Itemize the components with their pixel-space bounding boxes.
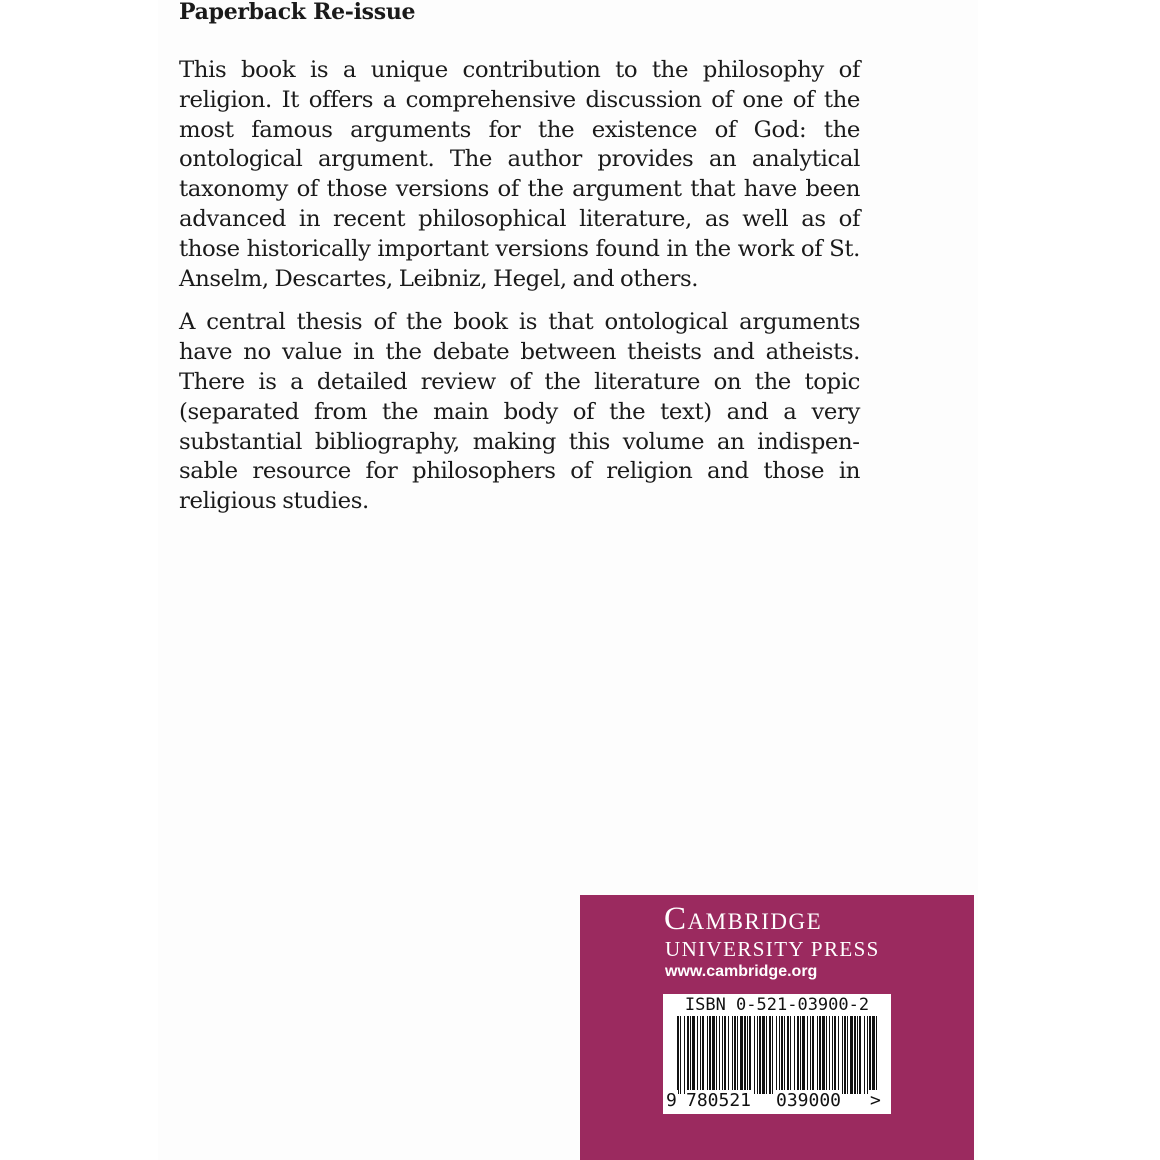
barcode-bar: [754, 1016, 755, 1094]
barcode-marker: >: [870, 1090, 881, 1111]
barcode-bar: [737, 1016, 738, 1094]
barcode-bar: [687, 1016, 689, 1094]
barcode-bar: [854, 1016, 856, 1094]
barcode-bar: [864, 1016, 865, 1094]
barcode-bar: [747, 1016, 748, 1094]
barcode-bar: [697, 1016, 698, 1094]
barcode-bar: [779, 1016, 780, 1094]
barcode-bar: [817, 1016, 818, 1094]
publisher-url: www.cambridge.org: [665, 963, 818, 980]
barcode-bar: [867, 1016, 868, 1094]
barcode-bar: [794, 1016, 795, 1094]
blurb-paragraph-1: This book is a unique contribution to the philosophy of religion. It offers a comprehensive discussion of one of the most famous arguments for the existence of God: the ontological argument. The author provides an analytical taxonomy of those versions of the argument that have been advanced in recent philosophical literature, as well as of those historically important versions found in the work of St. Anselm, Descartes, Leibniz, Hegel, and others.: [179, 57, 860, 292]
barcode-bar: [724, 1016, 726, 1094]
barcode-bar: [692, 1016, 695, 1094]
publisher-name: Cambridge: [664, 901, 823, 937]
barcode-bar: [822, 1016, 825, 1094]
barcode-bars: [663, 1016, 891, 1094]
barcode-bar: [781, 1016, 783, 1094]
publisher-subtitle: UNIVERSITY PRESS: [665, 937, 880, 961]
barcode-bar: [677, 1016, 679, 1094]
barcode-bar: [844, 1016, 846, 1094]
barcode-bar: [832, 1016, 833, 1094]
barcode-bar: [784, 1016, 785, 1094]
barcode-lead-digit: 9: [666, 1090, 677, 1111]
barcode-bar: [712, 1016, 715, 1094]
barcode-bar: [807, 1016, 808, 1094]
barcode-bar: [728, 1016, 729, 1094]
barcode-bar: [769, 1016, 771, 1094]
barcode-bar: [749, 1016, 751, 1094]
barcode-digit-group-2: 039000: [776, 1090, 842, 1111]
barcode-bar: [722, 1016, 723, 1094]
barcode-bar: [834, 1016, 836, 1094]
barcode-bar: [876, 1016, 877, 1094]
barcode-bar: [757, 1016, 758, 1094]
barcode-bar: [716, 1016, 717, 1094]
barcode-digits: [663, 1090, 891, 1112]
barcode-bar: [740, 1016, 743, 1094]
barcode-bar: [772, 1016, 773, 1094]
barcode-bar: [684, 1016, 685, 1094]
barcode-bar: [766, 1016, 767, 1094]
barcode-bar: [797, 1016, 799, 1094]
barcode-bar: [690, 1016, 691, 1094]
barcode-bar: [847, 1016, 848, 1094]
barcode-bar: [787, 1016, 789, 1094]
barcode-bar: [859, 1016, 861, 1094]
barcode-bar: [680, 1016, 681, 1094]
barcode-bar: [857, 1016, 858, 1094]
barcode-bar: [812, 1016, 814, 1094]
barcode-digit-group-1: 780521: [686, 1090, 752, 1111]
barcode-bar: [744, 1016, 746, 1094]
barcode-bar: [707, 1016, 708, 1094]
barcode-bar: [850, 1016, 853, 1094]
isbn-label: ISBN 0-521-03900-2: [684, 995, 870, 1015]
barcode-bar: [800, 1016, 801, 1094]
barcode-bar: [719, 1016, 720, 1094]
blurb-paragraph-2: A central thesis of the book is that ontological arguments have no value in the debate between theists and atheists. There is a detailed review of the literature on the topic (separated from the main body of the text) and a very substantial bibliography, making this volume an indispensable resource for philosophers of religion and those in religious studies.: [179, 309, 860, 515]
barcode-bar: [810, 1016, 811, 1094]
barcode-bar: [842, 1016, 843, 1094]
barcode-bar: [829, 1016, 830, 1094]
isbn-barcode: [663, 994, 891, 1114]
blurb: [179, 56, 860, 531]
barcode-bar: [790, 1016, 791, 1094]
barcode-bar: [759, 1016, 761, 1094]
barcode-bar: [776, 1016, 777, 1094]
barcode-bar: [762, 1016, 765, 1094]
barcode-bar: [838, 1016, 839, 1094]
barcode-bar: [869, 1016, 871, 1094]
barcode-bar: [826, 1016, 827, 1094]
barcode-bar: [709, 1016, 711, 1094]
barcode-bar: [734, 1016, 736, 1094]
barcode-bar: [872, 1016, 875, 1094]
barcode-bar: [802, 1016, 805, 1094]
barcode-bar: [819, 1016, 821, 1094]
barcode-bar: [732, 1016, 733, 1094]
publisher-block: [580, 895, 974, 1160]
barcode-bar: [700, 1016, 701, 1094]
barcode-bar: [702, 1016, 704, 1094]
cover-heading: Paperback Re-issue: [179, 0, 416, 25]
